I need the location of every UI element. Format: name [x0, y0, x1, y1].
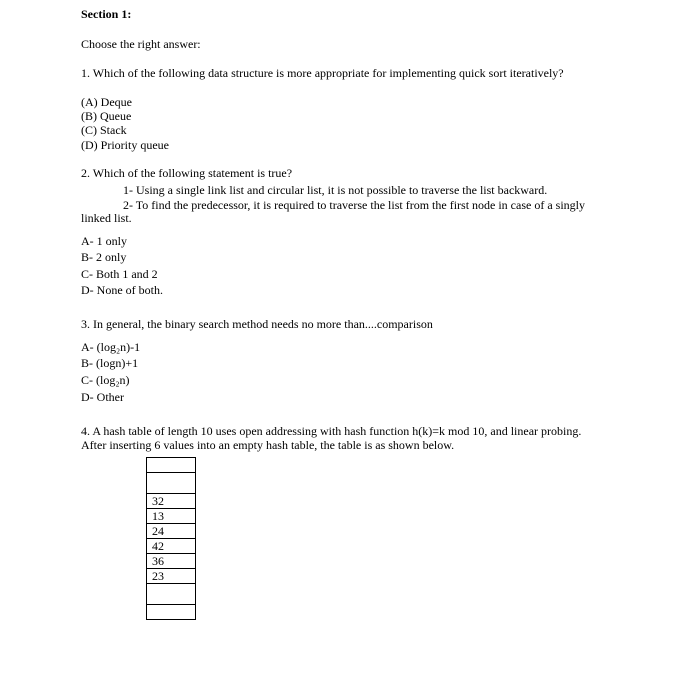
q3-option-b: B- (logn)+1 — [81, 356, 139, 370]
hash-table-cell — [147, 473, 196, 494]
hash-table-cell: 13 — [147, 509, 196, 524]
q1-option-d: (D) Priority queue — [81, 138, 169, 152]
q2-statement-2: 2- To find the predecessor, it is required to traverse the list from the first node in case of a singly — [123, 198, 585, 212]
q3-question: 3. In general, the binary search method needs no more than....comparison — [81, 317, 433, 331]
q2-statement-2-cont: linked list. — [81, 211, 132, 225]
q1-option-c: (C) Stack — [81, 123, 127, 137]
hash-table-row — [147, 584, 196, 605]
hash-table-row — [147, 554, 196, 569]
hash-table-row — [147, 524, 196, 539]
hash-table-row — [147, 569, 196, 584]
hash-table-cell: 42 — [147, 539, 196, 554]
hash-table-row — [147, 509, 196, 524]
q2-option-b: B- 2 only — [81, 250, 127, 264]
q1-option-b: (B) Queue — [81, 109, 132, 123]
hash-table-row — [147, 494, 196, 509]
q1-question: 1. Which of the following data structure is more appropriate for implementing quick sort iteratively? — [81, 66, 564, 80]
q2-option-d: D- None of both. — [81, 283, 163, 297]
q2-question: 2. Which of the following statement is true? — [81, 166, 293, 180]
instruction-text: Choose the right answer: — [81, 37, 201, 51]
hash-table — [146, 457, 196, 620]
q2-statement-1: 1- Using a single link list and circular list, it is not possible to traverse the list backward. — [123, 183, 548, 197]
q4-question-cont: After inserting 6 values into an empty hash table, the table is as shown below. — [81, 438, 455, 452]
q3-option-d: D- Other — [81, 390, 124, 404]
q3-option-c: C- (log₂n) — [81, 373, 130, 387]
hash-table-cell: 24 — [147, 524, 196, 539]
q2-option-c: C- Both 1 and 2 — [81, 267, 158, 281]
hash-table-cell — [147, 605, 196, 620]
hash-table-cell: 23 — [147, 569, 196, 584]
section-title: Section 1: — [81, 7, 132, 21]
hash-table-row — [147, 458, 196, 473]
hash-table-row — [147, 473, 196, 494]
hash-table-row — [147, 539, 196, 554]
hash-table-row — [147, 605, 196, 620]
hash-table-cell — [147, 584, 196, 605]
hash-table-cell: 36 — [147, 554, 196, 569]
hash-table-cell — [147, 458, 196, 473]
q4-question: 4. A hash table of length 10 uses open addressing with hash function h(k)=k mod 10, and linear probing. — [81, 424, 582, 438]
q2-option-a: A- 1 only — [81, 234, 127, 248]
q3-option-a: A- (log₂n)-1 — [81, 340, 141, 354]
q1-option-a: (A) Deque — [81, 95, 132, 109]
hash-table-cell: 32 — [147, 494, 196, 509]
